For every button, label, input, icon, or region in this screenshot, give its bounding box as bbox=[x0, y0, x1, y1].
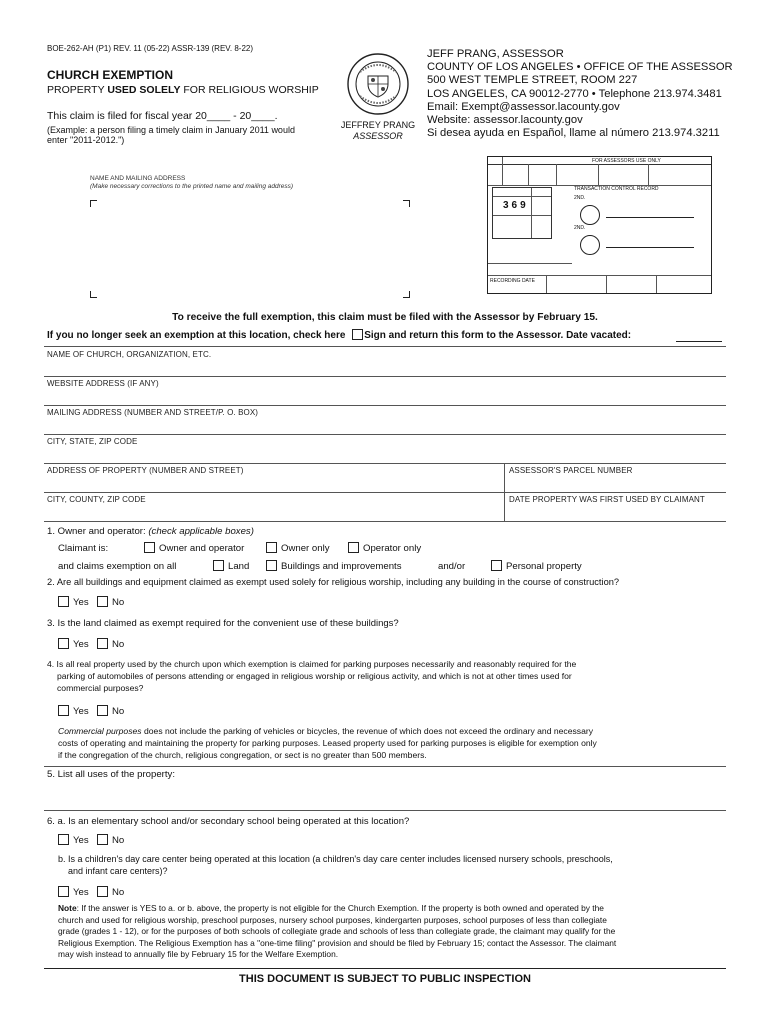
q2-yes-checkbox[interactable] bbox=[58, 596, 69, 607]
q3-no-option[interactable]: No bbox=[97, 638, 124, 650]
q1-andor-label: and/or bbox=[438, 561, 466, 572]
mailing-address-label: MAILING ADDRESS (NUMBER AND STREET/P. O. BOX) bbox=[47, 408, 259, 417]
office-spanish-help: Si desea ayuda en Español, llame al número 213.974.3211 bbox=[427, 127, 720, 140]
property-address-label: ADDRESS OF PROPERTY (NUMBER AND STREET) bbox=[47, 466, 244, 475]
assessor-col-label: TRANSACTION CONTROL RECORD bbox=[574, 186, 659, 192]
q4-no-option[interactable]: No bbox=[97, 705, 124, 717]
q2-no-checkbox[interactable] bbox=[97, 596, 108, 607]
date-first-used-label: DATE PROPERTY WAS FIRST USED BY CLAIMANT bbox=[509, 495, 705, 504]
date-first-used-field[interactable] bbox=[506, 505, 726, 521]
office-website[interactable]: Website: assessor.lacounty.gov bbox=[427, 114, 583, 127]
county-seal-icon bbox=[346, 52, 410, 116]
q5-question: 5. List all uses of the property: bbox=[47, 769, 175, 780]
assessor-title: ASSESSOR bbox=[353, 131, 403, 141]
q3-no-checkbox[interactable] bbox=[97, 638, 108, 649]
q1-buildings-checkbox[interactable] bbox=[266, 560, 277, 571]
fiscal-year-example: (Example: a person filing a timely claim in January 2011 would enter "2011-2012.") bbox=[47, 125, 295, 145]
q6b-no-option[interactable]: No bbox=[97, 886, 124, 898]
q2-question: 2. Are all buildings and equipment claimed as exempt used solely for religious worship, including any building in the course of construction? bbox=[47, 577, 620, 587]
q2-no-option[interactable]: No bbox=[97, 596, 124, 608]
assessor-name: JEFFREY PRANG bbox=[340, 120, 416, 130]
q6a-yes-checkbox[interactable] bbox=[58, 834, 69, 845]
q6a-question: 6. a. Is an elementary school and/or secondary school being operated at this location? bbox=[47, 816, 410, 827]
q4-no-checkbox[interactable] bbox=[97, 705, 108, 716]
assessor-row-label: 2ND. bbox=[574, 195, 586, 201]
q6a-yes-option[interactable]: Yes bbox=[58, 834, 89, 846]
website-field[interactable] bbox=[44, 389, 726, 405]
no-longer-seek-line: If you no longer seek an exemption at this location, check here Sign and return this form to the Assessor. Date vacated: bbox=[47, 330, 632, 341]
q6b-question: b. Is a children's day care center being operated at this location (a children's day care center includes licensed nursery schools, preschools, and infant care centers)? bbox=[58, 854, 613, 877]
q4-question: 4. Is all real property used by the church upon which exemption is claimed for parking purposes necessarily and reasonably required for the parking of automobiles of persons attending or engaged in religious worship or religious activity, and which is not at other times used for commercial purposes? bbox=[47, 659, 577, 694]
office-email[interactable]: Email: Exempt@assessor.lacounty.gov bbox=[427, 100, 620, 113]
fiscal-year-line: This claim is filed for fiscal year 20____ - 20____. bbox=[47, 110, 278, 122]
church-name-label: NAME OF CHURCH, ORGANIZATION, ETC. bbox=[47, 350, 212, 359]
q1-land-option[interactable]: Land bbox=[213, 560, 249, 572]
office-line: 500 WEST TEMPLE STREET, ROOM 227 bbox=[427, 74, 638, 87]
q4-yes-option[interactable]: Yes bbox=[58, 705, 89, 717]
city-county-zip-field[interactable] bbox=[44, 505, 504, 521]
mailing-address-field[interactable] bbox=[44, 418, 726, 434]
assessor-row-label: 2ND. bbox=[574, 225, 586, 231]
assessor-col-label: RECORDING DATE bbox=[490, 278, 535, 284]
office-contact-block bbox=[427, 48, 733, 140]
assessor-oval bbox=[580, 235, 600, 255]
mailing-box-label: NAME AND MAILING ADDRESS bbox=[90, 175, 186, 182]
public-inspection-footer: THIS DOCUMENT IS SUBJECT TO PUBLIC INSPECTION bbox=[239, 973, 531, 985]
q1-question: 1. Owner and operator: (check applicable boxes) bbox=[47, 526, 254, 537]
q1-buildings-option[interactable]: Buildings and improvements bbox=[266, 560, 402, 572]
q1-owner-operator-option[interactable]: Owner and operator bbox=[144, 542, 244, 554]
q1-personal-property-option[interactable]: Personal property bbox=[491, 560, 582, 572]
city-state-zip-label: CITY, STATE, ZIP CODE bbox=[47, 437, 138, 446]
q2-yes-option[interactable]: Yes bbox=[58, 596, 89, 608]
city-state-zip-field[interactable] bbox=[44, 447, 726, 463]
q6a-no-checkbox[interactable] bbox=[97, 834, 108, 845]
q1-owner-operator-checkbox[interactable] bbox=[144, 542, 155, 553]
code-box bbox=[492, 187, 552, 239]
q6-note: Note: If the answer is YES to a. or b. above, the property is not eligible for the Church Exemption. If the property is both owned and operated by the church and used for religious worship, preschool purposes, nursery school purposes, kindergarten purposes, school purposes of less than collegiate grade (grades 1 - 12), or for the purposes of both schools of collegiate grade and schools of less than collegiate grade, the claimant may qualify for the Religious Exemption. The Religious Exemption has a "one-time filing" provision and should be filed by February 15; contact the Assessor. The claimant may wish instead to annually file by February 15 for the Welfare Exemption. bbox=[58, 903, 617, 960]
office-line: LOS ANGELES, CA 90012-2770 • Telephone 213.974.3481 bbox=[427, 87, 722, 100]
q6b-yes-checkbox[interactable] bbox=[58, 886, 69, 897]
parcel-number-field[interactable] bbox=[506, 476, 726, 492]
form-subtitle: PROPERTY USED SOLELY FOR RELIGIOUS WORSHIP bbox=[47, 84, 319, 96]
q6a-no-option[interactable]: No bbox=[97, 834, 124, 846]
church-name-field[interactable] bbox=[44, 360, 726, 376]
parcel-number-label: ASSESSOR'S PARCEL NUMBER bbox=[509, 466, 633, 475]
no-longer-seek-checkbox[interactable] bbox=[352, 329, 363, 340]
assessor-code: 369 bbox=[503, 200, 529, 211]
property-address-field[interactable] bbox=[44, 476, 504, 492]
office-line: COUNTY OF LOS ANGELES • OFFICE OF THE ASSESSOR bbox=[427, 61, 733, 74]
office-line: JEFF PRANG, ASSESSOR bbox=[427, 48, 564, 60]
q3-question: 3. Is the land claimed as exempt required for the convenient use of these buildings? bbox=[47, 618, 399, 629]
q3-yes-option[interactable]: Yes bbox=[58, 638, 89, 650]
q4-yes-checkbox[interactable] bbox=[58, 705, 69, 716]
q1-owner-only-option[interactable]: Owner only bbox=[266, 542, 330, 554]
q1-claimant-label: Claimant is: bbox=[58, 543, 109, 554]
q6b-yes-option[interactable]: Yes bbox=[58, 886, 89, 898]
form-title: CHURCH EXEMPTION bbox=[47, 68, 174, 82]
date-vacated-line[interactable] bbox=[676, 341, 722, 342]
q1-owner-only-checkbox[interactable] bbox=[266, 542, 277, 553]
assessor-use-box bbox=[487, 156, 712, 294]
mailing-box-sublabel: (Make necessary corrections to the printed name and mailing address) bbox=[90, 183, 294, 190]
city-county-zip-label: CITY, COUNTY, ZIP CODE bbox=[47, 495, 146, 504]
filing-deadline-notice: To receive the full exemption, this claim must be filed with the Assessor by February 15. bbox=[172, 312, 598, 323]
assessor-use-title: FOR ASSESSORS USE ONLY bbox=[592, 158, 661, 164]
mailing-address-box[interactable] bbox=[90, 200, 410, 298]
form-id: BOE-262-AH (P1) REV. 11 (05-22) ASSR-139 (REV. 8-22) bbox=[47, 44, 254, 53]
q1-operator-only-checkbox[interactable] bbox=[348, 542, 359, 553]
website-label: WEBSITE ADDRESS (IF ANY) bbox=[47, 379, 159, 388]
q1-claims-label: and claims exemption on all bbox=[58, 561, 177, 572]
q1-personal-property-checkbox[interactable] bbox=[491, 560, 502, 571]
q1-land-checkbox[interactable] bbox=[213, 560, 224, 571]
assessor-oval bbox=[580, 205, 600, 225]
q5-uses-field[interactable] bbox=[44, 782, 726, 810]
q4-commercial-note: Commercial purposes does not include the parking of vehicles or bicycles, the revenue of which does not exceed the ordinary and necessary costs of operating and maintaining the property for parking purposes. Leased property used for parking purposes is eligible for exemption only if the congregation of the church, religious congregation, or sect is no greater than 500 members. bbox=[58, 726, 597, 761]
q3-yes-checkbox[interactable] bbox=[58, 638, 69, 649]
q6b-no-checkbox[interactable] bbox=[97, 886, 108, 897]
q1-operator-only-option[interactable]: Operator only bbox=[348, 542, 421, 554]
